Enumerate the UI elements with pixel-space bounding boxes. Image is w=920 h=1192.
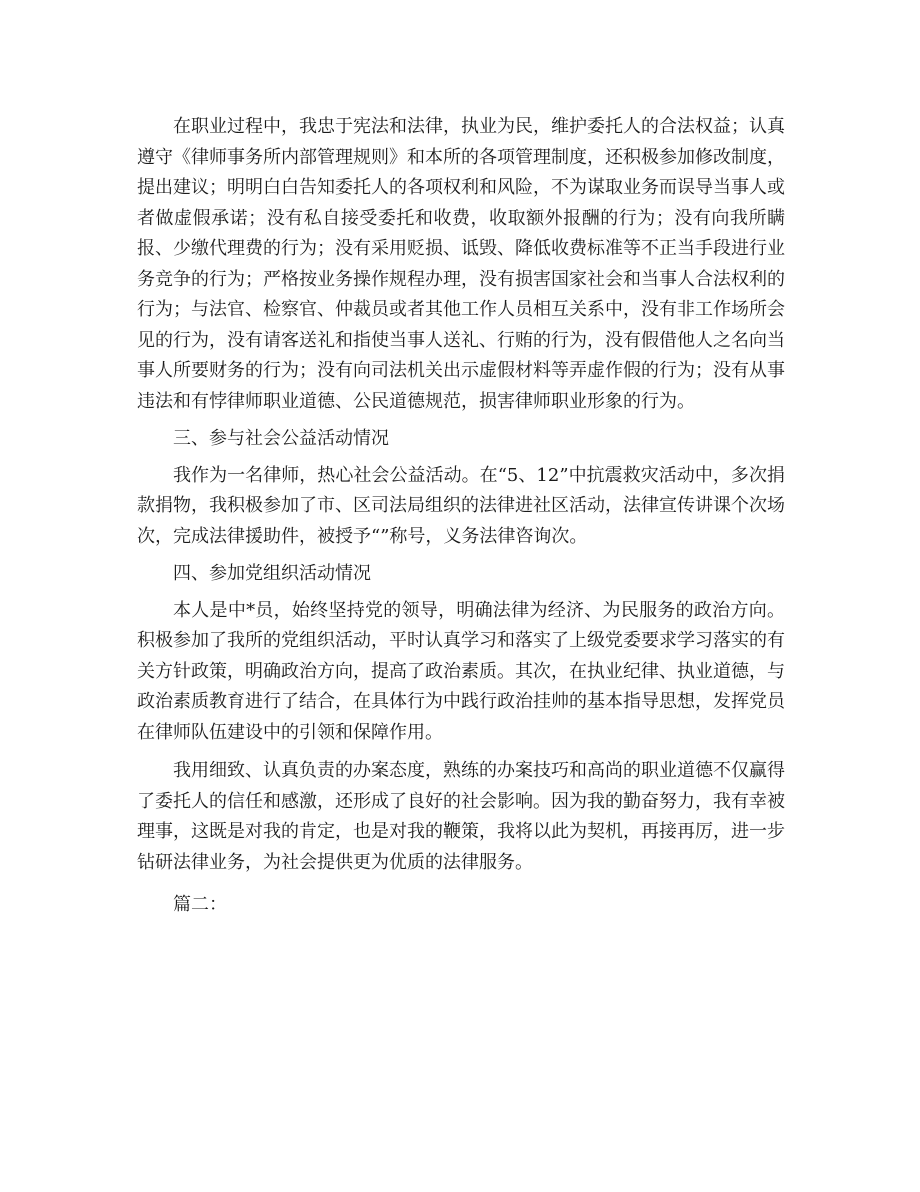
section-label-part-two: 篇二：	[173, 894, 227, 915]
paragraph-summary: 我用细致、认真负责的办案态度，熟练的办案技巧和高尚的职业道德不仅赢得了委托人的信任和感激，还形成了良好的社会影响。因为我的勤奋努力，我有幸被理事，这既是对我的肯定，也是对我的鞭策，我将以此为契机，再接再厉，进一步钻研法律业务，为社会提供更为优质的法律服务。	[137, 760, 785, 873]
document-body	[137, 112, 785, 921]
heading-public-welfare: 三、参与社会公益活动情况	[173, 428, 389, 449]
paragraph-public-welfare: 我作为一名律师，热心社会公益活动。在“5、12”中抗震救灾活动中，多次捐款捐物，我积极参加了市、区司法局组织的法律进社区活动，法律宣传讲课个次场次，完成法律援助件，被授予“”称号，义务法律咨询次。	[137, 464, 785, 547]
heading-party-activities: 四、参加党组织活动情况	[173, 563, 371, 584]
paragraph-conduct: 在职业过程中，我忠于宪法和法律，执业为民，维护委托人的合法权益；认真遵守《律师事务所内部管理规则》和本所的各项管理制度，还积极参加修改制度，提出建议；明明白白告知委托人的各项权利和风险，不为谋取业务而误导当事人或者做虚假承诺；没有私自接受委托和收费，收取额外报酬的行为；没有向我所瞒报、少缴代理费的行为；没有采用贬损、诋毁、降低收费标准等不正当手段进行业务竞争的行为；严格按业务操作规程办理，没有损害国家社会和当事人合法权利的行为；与法官、检察官、仲裁员或者其他工作人员相互关系中，没有非工作场所会见的行为，没有请客送礼和指使当事人送礼、行贿的行为，没有假借他人之名向当事人所要财务的行为；没有向司法机关出示虚假材料等弄虚作假的行为；没有从事违法和有悖律师职业道德、公民道德规范，损害律师职业形象的行为。	[137, 116, 785, 412]
paragraph-party-activities: 本人是中*员，始终坚持党的领导，明确法律为经济、为民服务的政治方向。积极参加了我所的党组织活动，平时认真学习和落实了上级党委要求学习落实的有关方针政策，明确政治方向，提高了政治素质。其次，在执业纪律、执业道德，与政治素质教育进行了结合，在具体行为中践行政治挂帅的基本指导思想，发挥党员在律师队伍建设中的引领和保障作用。	[137, 599, 785, 743]
